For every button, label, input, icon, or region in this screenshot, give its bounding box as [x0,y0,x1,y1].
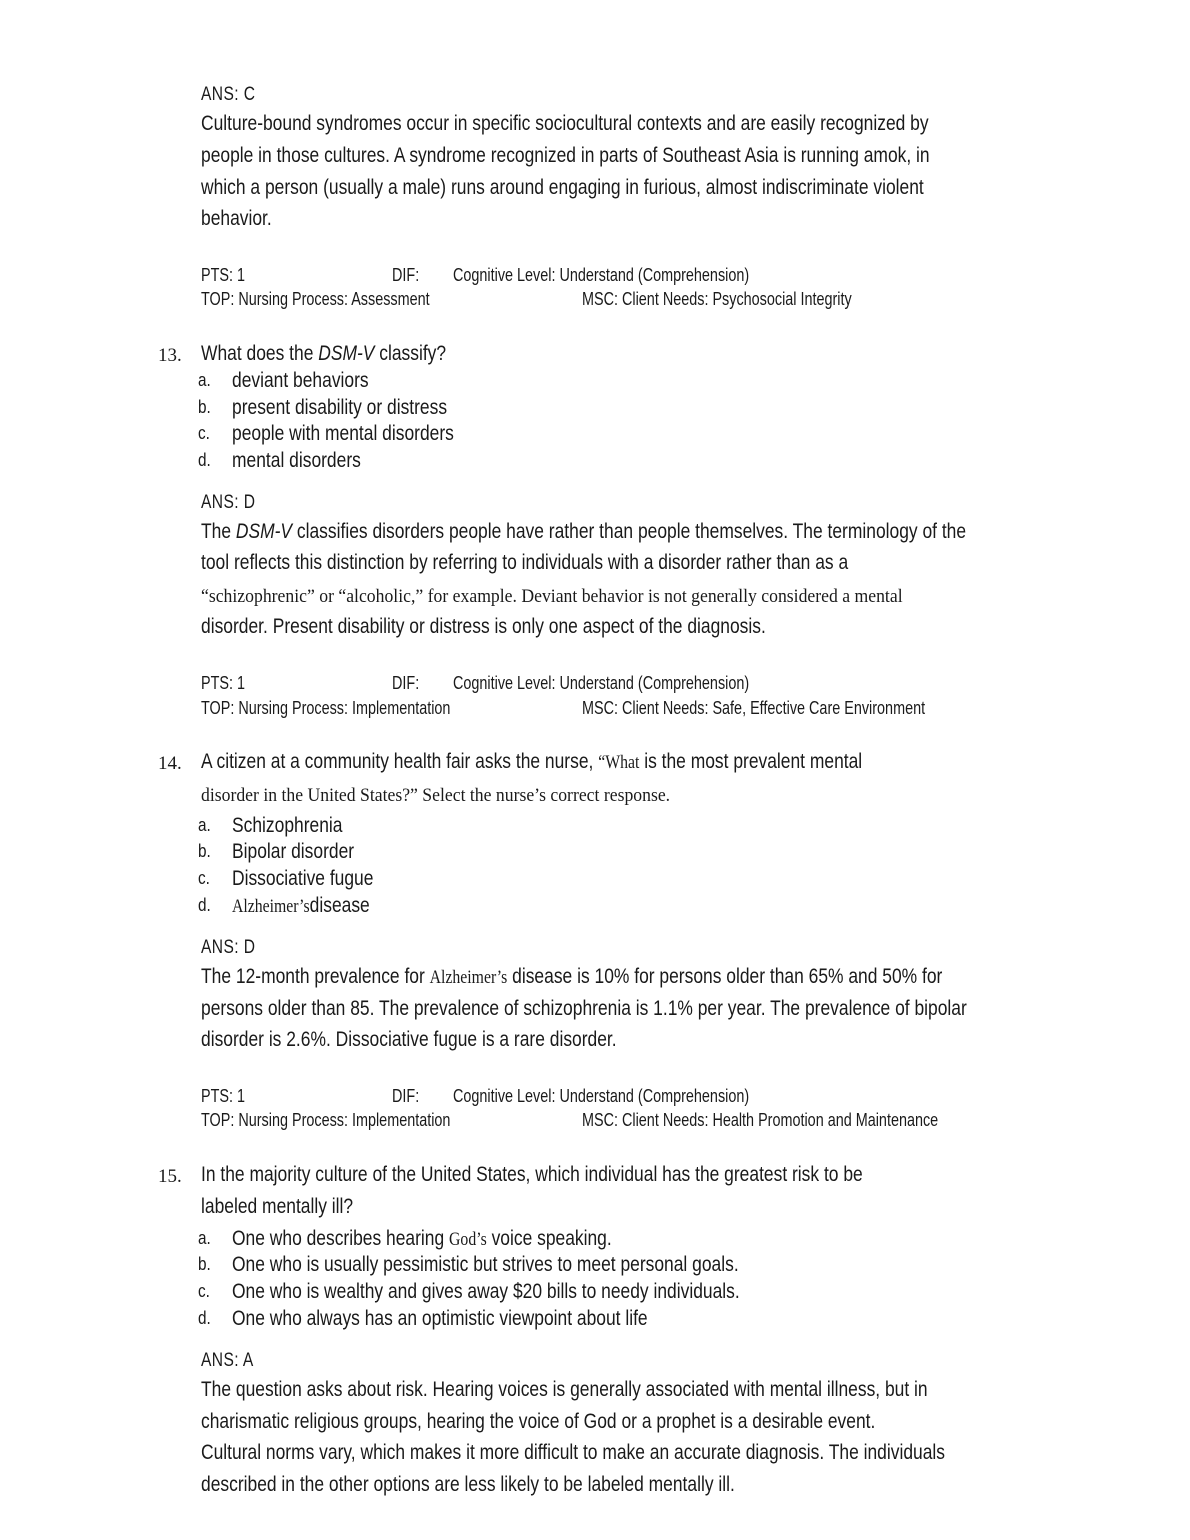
rationale-line: “schizophrenic” or “alcoholic,” for example. Deviant behavior is not generally considered a mental [201,586,903,607]
option-text: present disability or distress [232,396,448,419]
answer-label: ANS: D [201,937,256,958]
rationale-line [201,965,942,989]
msc-value: MSC: Client Needs: Health Promotion and Maintenance [582,1110,939,1130]
option-letter: b. [198,841,211,861]
rationale-text: The [201,520,236,543]
question-number: 14. [158,753,182,774]
option-letter: b. [198,397,211,417]
rationale-line: which a person (usually a male) runs around engaging in furious, almost indiscriminate violent [201,176,924,199]
question-stem [201,342,446,366]
option-text-part: voice speaking. [486,1227,612,1250]
option-text [232,894,370,918]
rationale-italic-text: DSM-V [235,520,293,543]
rationale-line [201,520,966,544]
question-stem-line: disorder in the United States?” Select the nurse’s correct response. [201,785,671,806]
option-text: Bipolar disorder [232,840,355,863]
stem-text: classify? [374,342,447,365]
option-text: Dissociative fugue [232,867,374,890]
difficulty-value: Cognitive Level: Understand (Comprehension) [453,1086,750,1106]
option-text: deviant behaviors [232,369,369,392]
rationale-line: charismatic religious groups, hearing the voice of God or a prophet is a desirable event. [201,1410,876,1433]
option-text [232,1227,612,1251]
points-value: PTS: 1 [201,1086,246,1106]
difficulty-label: DIF: [392,673,420,693]
topic-value: TOP: Nursing Process: Implementation [201,698,451,718]
option-serif-text: Alzheimer’s [232,896,310,917]
option-letter: d. [198,450,211,470]
option-letter: c. [198,1281,210,1301]
option-letter: b. [198,1254,211,1274]
option-text: One who is wealthy and gives away $20 bills to needy individuals. [232,1280,740,1303]
question-number: 13. [158,345,182,366]
msc-value: MSC: Client Needs: Safe, Effective Care Environment [582,698,926,718]
rationale-line: people in those cultures. A syndrome recognized in parts of Southeast Asia is running amok, in [201,144,930,167]
rationale-text: classifies disorders people have rather than people themselves. The terminology of the [292,520,967,543]
stem-italic-text: DSM-V [318,342,375,365]
option-letter: a. [198,815,211,835]
difficulty-label: DIF: [392,265,420,285]
rationale-line: persons older than 85. The prevalence of schizophrenia is 1.1% per year. The prevalence of bipolar [201,997,967,1020]
answer-label: ANS: C [201,84,256,105]
topic-value: TOP: Nursing Process: Implementation [201,1110,451,1130]
points-value: PTS: 1 [201,265,246,285]
answer-label: ANS: A [201,1350,254,1371]
points-value: PTS: 1 [201,673,246,693]
option-letter: c. [198,868,210,888]
option-letter: d. [198,1308,211,1328]
rationale-line: described in the other options are less likely to be labeled mentally ill. [201,1473,735,1496]
rationale-line: disorder is 2.6%. Dissociative fugue is a rare disorder. [201,1028,617,1051]
question-stem [201,750,862,774]
rationale-serif-text: Alzheimer’s [429,967,508,988]
option-letter: a. [198,1228,211,1248]
rationale-line: Cultural norms vary, which makes it more difficult to make an accurate diagnosis. The individuals [201,1441,946,1464]
question-stem: In the majority culture of the United States, which individual has the greatest risk to be [201,1163,863,1186]
stem-text: What does the [201,342,319,365]
question-number: 15. [158,1166,182,1187]
option-letter: c. [198,423,210,443]
option-text: mental disorders [232,449,361,472]
option-text-part: disease [309,894,370,917]
stem-text: is the most prevalent mental [639,750,863,773]
option-text: people with mental disorders [232,422,454,445]
stem-serif-text: “What [598,752,640,773]
difficulty-label: DIF: [392,1086,420,1106]
option-text: Schizophrenia [232,814,343,837]
answer-label: ANS: D [201,492,256,513]
option-serif-text: God’s [449,1229,487,1250]
difficulty-value: Cognitive Level: Understand (Comprehension) [453,265,750,285]
option-text-part: One who describes hearing [232,1227,450,1250]
msc-value: MSC: Client Needs: Psychosocial Integrity [582,289,852,309]
option-text: One who always has an optimistic viewpoint about life [232,1307,648,1330]
rationale-line: Culture-bound syndromes occur in specific sociocultural contexts and are easily recognized by [201,112,929,135]
rationale-text: The 12-month prevalence for [201,965,430,988]
rationale-line: tool reflects this distinction by referring to individuals with a disorder rather than as a [201,551,849,574]
topic-value: TOP: Nursing Process: Assessment [201,289,430,309]
stem-text: A citizen at a community health fair asks the nurse, [201,750,599,773]
rationale-line: disorder. Present disability or distress is only one aspect of the diagnosis. [201,615,766,638]
rationale-text: disease is 10% for persons older than 65% and 50% for [507,965,943,988]
rationale-line: The question asks about risk. Hearing voices is generally associated with mental illness, but in [201,1378,928,1401]
rationale-line: behavior. [201,207,272,230]
option-letter: d. [198,895,211,915]
question-stem-line: labeled mentally ill? [201,1195,354,1218]
difficulty-value: Cognitive Level: Understand (Comprehension) [453,673,750,693]
option-letter: a. [198,370,211,390]
option-text: One who is usually pessimistic but strives to meet personal goals. [232,1253,739,1276]
